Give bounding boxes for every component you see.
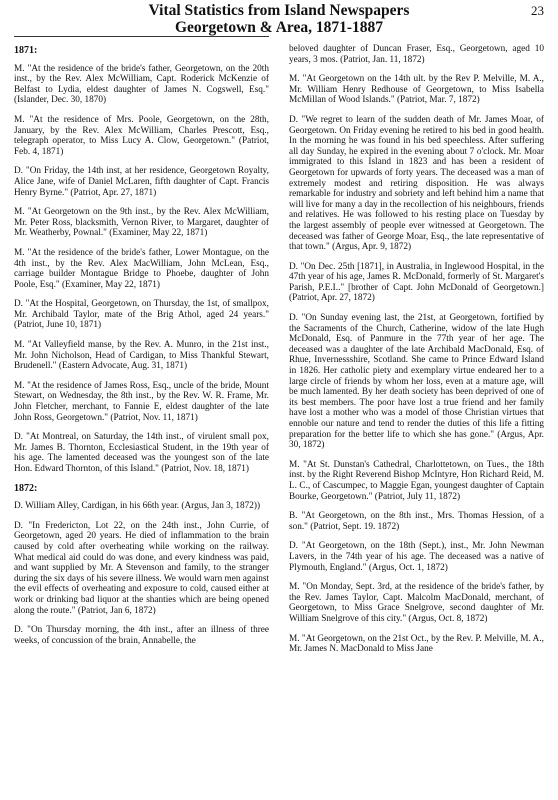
record-entry: D. "At Georgetown, on the 18th (Sept.), inst., Mr. John Newman Lavers, in the 74th year of his age. The deceased was a native of Plymouth, England." (Argus, Oct. 1, 1872) <box>289 541 544 573</box>
record-entry: D. "At the Hospital, Georgetown, on Thursday, the 1st, of smallpox, Mr. Archibald Taylor, mate of the Brig Athol, aged 24 years." (Patriot, June 10, 1871) <box>14 299 269 331</box>
entries-right <box>289 44 544 655</box>
entries-1871 <box>14 64 269 475</box>
record-entry: D. "We regret to learn of the sudden death of Mr. James Moar, of Georgetown. On Friday evening he retired to his bed in good health. In the morning he was found in his bed speechless. After suffering all day Sunday, he expired in the evening about 7 o'clock. Mr. Moar immigrated to this Island in 1823 and has been a resident of Georgetown for upwards of forty years. The deceased was a man of extremely modest and retiring disposition. He was always remarkable for industry and sobriety and left behind him a name that will live for many a day in the recollection of his neighbours, friends and relatives. He was followed to his resting place on Tuesday by the largest assembly of people ever witnessed at Georgetown. The deceased was father of George Moar, Esq., the late representative of that town." (Argus, Apr. 9, 1872) <box>289 114 544 253</box>
left-column <box>14 44 269 655</box>
right-column <box>289 44 544 664</box>
year-heading-1871: 1871: <box>14 45 38 56</box>
record-entry: D. "At Montreal, on Saturday, the 14th inst., of virulent small pox, Mr. James B. Thornton, Ecclesiastical Student, in the 19th year of his age. The lamented deceased was the youngest son of the late Hon. Edward Thornton, of this Island." (Patriot, Nov. 18, 1871) <box>14 432 269 474</box>
record-entry: D. "On Sunday evening last, the 21st, at Georgetown, fortified by the Sacraments of the Church, Catherine, widow of the late Hugh McDonald, Esq. of Panmure in the 77th year of her age. The deceased was a daughter of the late Archibald MacDonald, Esq. of Rhue, Invernessshire, Scotland. She came to Prince Edward Island in 1826. Her catholic piety and exemplary virtue endeared her to a large circle of friends by whom her loss, even at a mature age, will be much lamented. By her death society has been deprived of one of its best members. The poor have lost a true friend and her family have lost a mother who was a model of those Christian virtues that ennoble our nature and tend to render the duties of this life a fitting preparation for the better life to which she has gone." (Argus, Apr. 30, 1872) <box>289 313 544 451</box>
record-entry: M. "At St. Dunstan's Cathedral, Charlottetown, on Tues., the 18th inst. by the Right Reverend Bishop McIntyre, Hon Richard Reid, M. L. C., of Cascumpec, to Maggie Egan, youngest daughter of Captain Bourke, Georgetown." (Patriot, July 11, 1872) <box>289 459 544 502</box>
record-entry: M. "On Monday, Sept. 3rd, at the residence of the bride's father, by the Rev. James Taylor, Capt. Malcolm MacDonald, merchant, of Georgetown, to Miss Grace Snelgrove, second daughter of Mr. William Snelgrove of this city." (Argus, Oct. 8, 1872) <box>289 582 544 624</box>
record-entry: D. "On Thursday morning, the 4th inst., after an illness of three weeks, of concussion of the brain, Annabelle, the <box>14 625 269 646</box>
header-rule <box>14 36 269 37</box>
record-entry: D. "In Fredericton, Lot 22, on the 24th inst., John Currie, of Georgetown, aged 20 years. He died of inflammation to the brain caused by cold after overheating while working on the railway. What medical aid could do was done, and every kindness was paid, and want supplied by Mr. A Stevenson and family, to the stranger during the six days of his severe illness. We would warn men against the evil effects of overheating and exposure to cold, caused either at work or drinking bad liquor at the shanties which are being opened along the route." (Patriot, Jan 6, 1872) <box>14 520 269 616</box>
record-entry: M. "At Valleyfield manse, by the Rev. A. Munro, in the 21st inst., Mr. John Nicholson, Head of Cardigan, to Miss Thankful Stewart, Brudenell." (Eastern Advocate, Aug. 31, 1871) <box>14 340 269 372</box>
record-entry: D. William Alley, Cardigan, in his 66th year. (Argus, Jan 3, 1872)) <box>14 501 261 512</box>
record-entry: M. "At Georgetown on the 9th inst., by the Rev. Alex McWilliam, Mr. Peter Ross, blacksmith, Vernon River, to Margaret, daughter of Mr. Weatherby, Pownal." (Examiner, May 22, 1871) <box>14 207 269 239</box>
page-title-line1: Vital Statistics from Island Newspapers <box>148 2 410 19</box>
record-entry: D. "On Friday, the 14th inst, at her residence, Georgetown Royalty, Alice Jane, wife of Daniel McLaren, fifth daughter of Capt. Francis Henry Byrne." (Patriot, Apr. 27, 1871) <box>14 166 269 198</box>
page-number: 23 <box>531 3 544 18</box>
record-entry: M. "At Georgetown, on the 21st Oct., by the Rev. P. Melville, M. A., Mr. James N. MacDonald to Miss Jane <box>289 633 544 655</box>
record-entry: beloved daughter of Duncan Fraser, Esq., Georgetown, aged 10 years, 3 mos. (Patriot, Jan. 11, 1872) <box>289 44 544 65</box>
record-entry: B. "At Georgetown, on the 8th inst., Mrs. Thomas Hession, of a son." (Patriot, Sept. 19. 1872) <box>289 511 544 532</box>
record-entry: M. "At the residence of the bride's father, Lower Montague, on the 4th inst., by the Rev. Alex MacWilliam, John McLean, Esq., carriage builder Montague Bridge to Phoebe, daughter of John Poole, Esq." (Examiner, May 22, 1871) <box>14 247 269 290</box>
record-entry: D. "On Dec. 25th [1871], in Australia, in Inglewood Hospital, in the 47th year of his age, James R. McDonald, formerly of St. Margaret's Parish, P.E.I.." [brother of Capt. John McDonald of Georgetown.] (Patriot, Apr. 27, 1872) <box>289 261 544 304</box>
page-header <box>0 2 558 36</box>
entries-1872-left <box>14 501 269 646</box>
page-title-line2: Georgetown & Area, 1871-1887 <box>174 19 384 36</box>
year-heading-1872: 1872: <box>14 482 38 494</box>
record-entry: M. "At the residence of James Ross, Esq., uncle of the bride, Mount Stewart, on Wednesday, the 8th inst., by the Rev. W. R. Frame, Mr. John Fletcher, merchant, to Fannie E, eldest daughter of the late John Ross, Georgetown." (Patriot, Nov. 11, 1871) <box>14 380 269 423</box>
record-entry: M. "At Georgetown on the 14th ult. by the Rev P. Melville, M. A., Mr. William Henry Redhouse of Georgetown, to Miss Isabella McMillan of Wood Islands." (Patriot, Mar. 7, 1872) <box>289 74 544 106</box>
record-entry: M. "At the residence of the bride's father, Georgetown, on the 20th inst., by the Rev. Alex McWilliam, Capt. Roderick McKenzie of Belfast to Lydia, eldest daughter of James N. Cogswell, Esq." (Islander, Dec. 30, 1870) <box>14 63 269 106</box>
record-entry: M. "At the residence of Mrs. Poole, Georgetown, on the 28th, January, by the Rev. Alex McWilliam, Charles Prescott, Esq., telegraph operator, to Miss Lucy A. Clow, Georgetown." (Patriot, Feb. 4, 1871) <box>14 114 269 157</box>
